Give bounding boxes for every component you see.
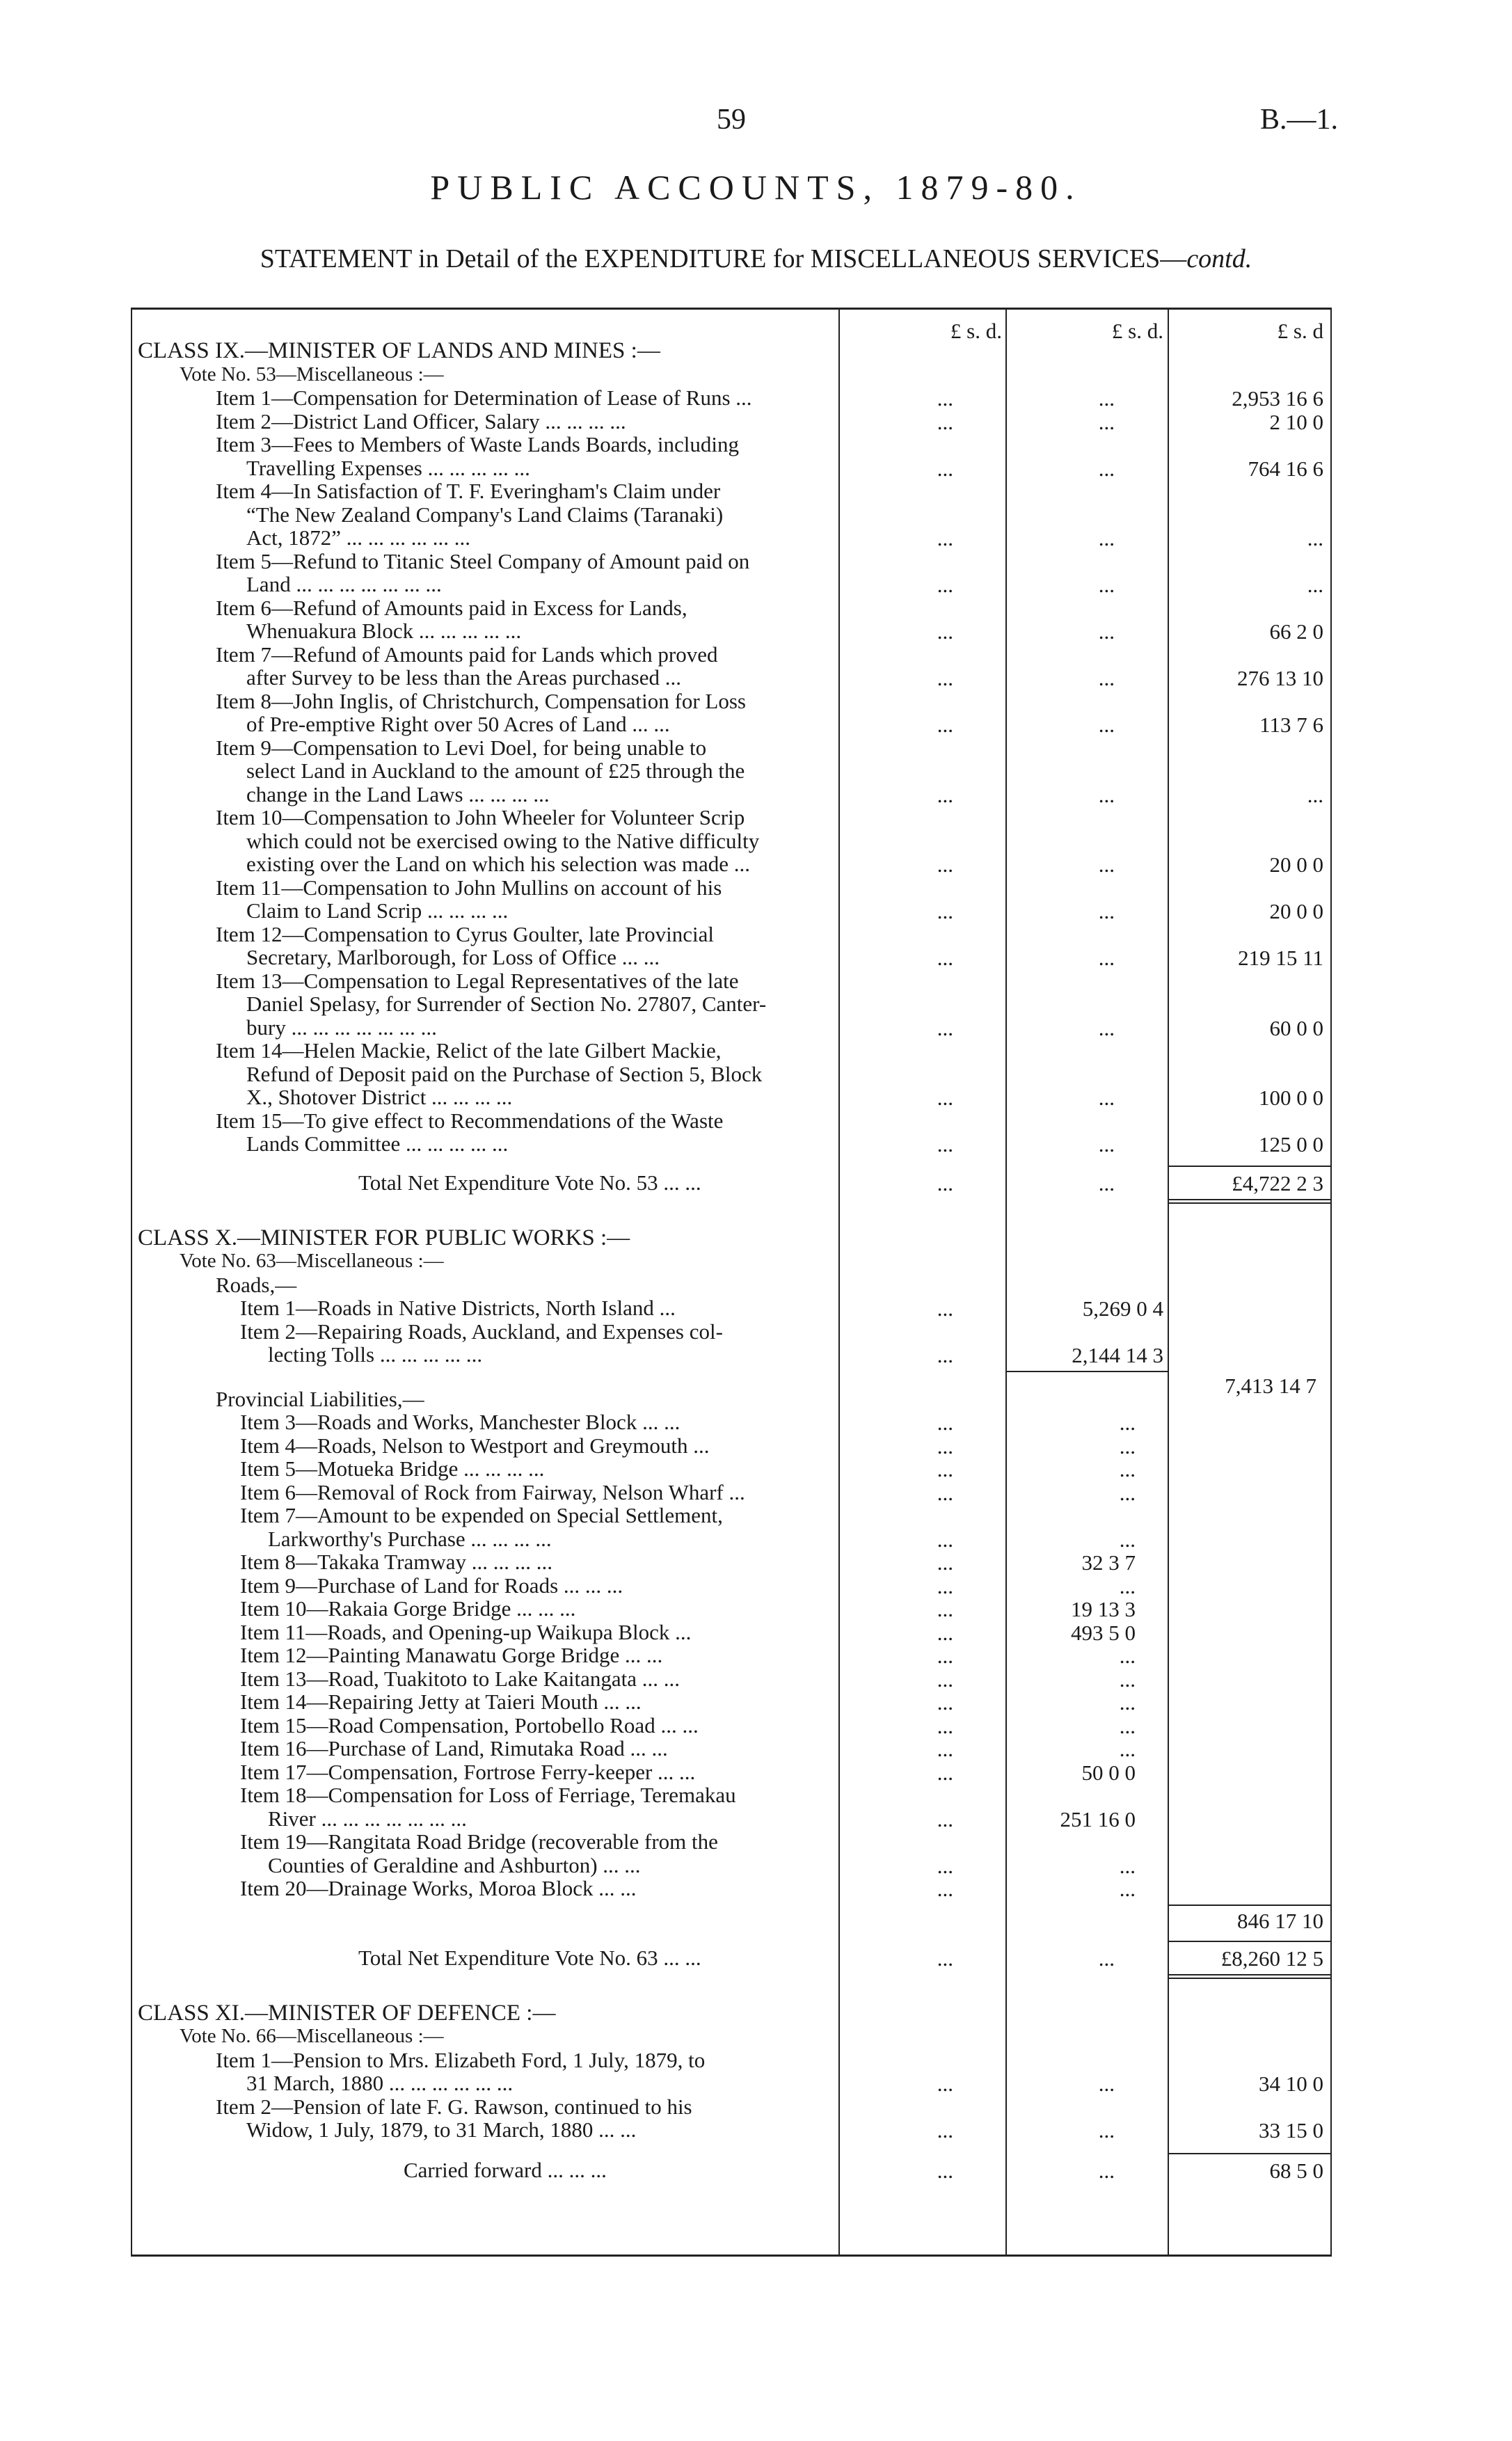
amount-col1: ... [937,1132,953,1156]
total-53-bottom-rule [1168,1199,1330,1200]
provincial-amount-col2: 251 16 0 [1060,1806,1136,1831]
class-ix-heading: CLASS IX.—MINISTER OF LANDS AND MINES :— [138,338,660,363]
roads-subtotal-amount: 7,413 14 7 [1225,1373,1316,1398]
provincial-amount-col2: ... [1119,1573,1136,1598]
item-line: Item 2—District Land Officer, Salary ... ... ... ... [216,408,626,434]
provincial-amount-col2: ... [1119,1410,1136,1435]
road-amount-col1: ... [937,1296,953,1321]
class-xi-heading: CLASS XI.—MINISTER OF DEFENCE :— [138,2000,556,2026]
amount-col3: 276 13 10 [1237,666,1323,690]
item-line: Item 6—Refund of Amounts paid in Excess for Lands, [216,595,687,620]
amount-col2: ... [1098,1086,1115,1110]
amount-col1: ... [937,713,953,737]
provincial-amount-col1: ... [937,1853,953,1878]
amount-col1: ... [937,619,953,644]
road-item-line: Item 2—Repairing Roads, Auckland, and Expenses col- [240,1319,723,1344]
item-line: Item 4—In Satisfaction of T. F. Everingham's Claim under [216,479,721,503]
item-line: Land ... ... ... ... ... ... ... [246,572,442,596]
statement-subtitle [0,244,1512,274]
item-line: Item 8—John Inglis, of Christchurch, Compensation for Loss [216,688,746,713]
provincial-amount-col2: ... [1119,1737,1136,1761]
vote-53-heading: Vote No. 53—Miscellaneous :— [180,363,444,385]
total-63-double-rule [1168,1978,1330,1979]
provincial-item-line: River ... ... ... ... ... ... ... [268,1806,467,1831]
amount-col3: ... [1307,573,1323,597]
provincial-amount-col1: ... [937,1690,953,1715]
class-x-heading: CLASS X.—MINISTER FOR PUBLIC WORKS :— [138,1225,630,1250]
road-amount-col2: 5,269 0 4 [1082,1296,1163,1321]
total-vote-63-col1: ... [937,1946,953,1971]
provincial-amount-col2: 32 3 7 [1081,1550,1136,1575]
provincial-amount-col1: ... [937,1527,953,1552]
item-line: Daniel Spelasy, for Surrender of Section No. 27807, Canter- [246,992,767,1016]
provincial-amount-col1: ... [937,1877,953,1901]
defence-item-line: Item 1—Pension to Mrs. Elizabeth Ford, 1 July, 1879, to [216,2047,706,2072]
provincial-amount-col1: ... [937,1433,953,1458]
amount-col1: ... [937,852,953,877]
total-vote-53-amount: £4,722 2 3 [1232,1170,1323,1195]
total-63-top-rule [1168,1941,1330,1942]
amount-col2: ... [1098,899,1115,923]
table-left-rule [131,308,132,2255]
provincial-amount-col2: ... [1119,1667,1136,1692]
item-line: Act, 1872” ... ... ... ... ... ... [246,525,471,550]
provincial-item-line: Item 3—Roads and Works, Manchester Block ... ... [240,1410,681,1434]
provincial-amount-col1: ... [937,1410,953,1435]
amount-col1: ... [937,782,953,807]
provincial-amount-col2: ... [1119,1877,1136,1901]
total-63-bottom-rule [1168,1974,1330,1975]
provincial-item-line: Item 8—Takaka Tramway ... ... ... ... [240,1550,552,1574]
provincial-amount-col2: ... [1119,1457,1136,1481]
provincial-item-line: Item 9—Purchase of Land for Roads ... ... ... [240,1573,623,1598]
item-line: change in the Land Laws ... ... ... ... [246,781,550,806]
amount-col2: ... [1098,946,1115,970]
provincial-amount-col1: ... [937,1550,953,1575]
amount-col1: ... [937,526,953,550]
total-vote-63-col2: ... [1098,1946,1115,1971]
vote-63-heading: Vote No. 63—Miscellaneous :— [180,1250,444,1272]
column-header-1: £ s. d. [950,319,1002,343]
amount-col3: 60 0 0 [1269,1015,1323,1040]
item-line: Item 15—To give effect to Recommendations of the Waste [216,1108,724,1133]
amount-col1: ... [937,409,953,434]
amount-col1: ... [937,946,953,970]
item-line: Item 11—Compensation to John Mullins on account of his [216,875,722,900]
amount-col3: 125 0 0 [1259,1132,1323,1156]
provincial-item-line: Item 7—Amount to be expended on Special Settlement, [240,1503,723,1527]
amount-col3: 20 0 0 [1269,852,1323,877]
road-item-line: lecting Tolls ... ... ... ... ... [268,1342,483,1367]
provincial-amount-col1: ... [937,1457,953,1481]
item-line: Item 7—Refund of Amounts paid for Lands which proved [216,642,718,667]
amount-col2: ... [1098,782,1115,807]
provincial-item-line: Item 6—Removal of Rock from Fairway, Nelson Wharf ... [240,1479,745,1504]
item-line: Item 3—Fees to Members of Waste Lands Boards, including [216,432,739,456]
amount-col2: ... [1098,666,1115,690]
amount-col1: ... [937,666,953,690]
amount-col3: ... [1307,526,1323,550]
provincial-amount-col1: ... [937,1667,953,1692]
provincial-item-line: Item 20—Drainage Works, Moroa Block ... ... [240,1876,637,1900]
roads-heading: Roads,— [216,1272,297,1297]
column-divider-1 [838,308,840,2255]
provincial-item-line: Item 11—Roads, and Opening-up Waikupa Block ... [240,1619,692,1644]
total-53-top-rule [1168,1166,1330,1167]
item-line: after Survey to be less than the Areas purchased ... [246,665,681,690]
amount-col3: ... [1307,782,1323,807]
amount-col2: ... [1098,386,1115,411]
subtitle-contd: contd. [1186,244,1252,273]
item-line: Item 13—Compensation to Legal Representatives of the late [216,968,739,993]
provincial-liabilities-heading: Provincial Liabilities,— [216,1386,424,1411]
provincial-amount-col2: 493 5 0 [1071,1620,1136,1645]
defence-amount-col3: 34 10 0 [1259,2072,1323,2096]
table-top-rule [131,308,1330,310]
item-line: Lands Committee ... ... ... ... ... [246,1131,509,1156]
defence-amount-col1: ... [937,2118,953,2142]
provincial-item-line: Item 15—Road Compensation, Portobello Road ... ... [240,1712,699,1738]
road-amount-col1: ... [937,1343,953,1367]
provincial-item-line: Counties of Geraldine and Ashburton) ... ... [268,1852,641,1877]
column-divider-3 [1168,308,1169,2255]
item-line: Travelling Expenses ... ... ... ... ... [246,455,530,480]
column-header-2: £ s. d. [1111,319,1163,343]
amount-col2: ... [1098,409,1115,434]
total-53-double-rule [1168,1202,1330,1204]
provincial-amount-col2: ... [1119,1713,1136,1738]
amount-col2: ... [1098,573,1115,597]
vote-66-heading: Vote No. 66—Miscellaneous :— [180,2025,444,2047]
subtitle-main: STATEMENT in Detail of the EXPENDITURE for MISCELLANEOUS SERVICES— [260,244,1187,273]
carried-forward-rule [1168,2153,1330,2154]
provincial-amount-col2: ... [1119,1853,1136,1878]
provincial-amount-col1: ... [937,1480,953,1505]
document-reference: B.—1. [1259,104,1338,136]
amount-col2: ... [1098,1015,1115,1040]
item-line: Item 12—Compensation to Cyrus Goulter, late Provincial [216,921,714,946]
total-vote-63-label: Total Net Expenditure Vote No. 63 ... ... [358,1945,701,1970]
provincial-amount-col1: ... [937,1806,953,1831]
item-line: bury ... ... ... ... ... ... ... [246,1015,437,1040]
amount-col2: ... [1098,1132,1115,1156]
provincial-item-line: Item 14—Repairing Jetty at Taieri Mouth ... ... [240,1689,642,1714]
total-vote-53-col1: ... [937,1170,953,1195]
road-amount-col2: 2,144 14 3 [1072,1343,1163,1367]
provincial-item-line: Item 16—Purchase of Land, Rimutaka Road ... ... [240,1736,668,1760]
provincial-item-line: Item 17—Compensation, Fortrose Ferry-keeper ... ... [240,1759,696,1784]
item-line: which could not be exercised owing to the Native difficulty [246,828,760,853]
provincial-amount-col1: ... [937,1573,953,1598]
amount-col1: ... [937,1015,953,1040]
provincial-amount-col2: 50 0 0 [1081,1760,1136,1785]
item-line: Secretary, Marlborough, for Loss of Office ... ... [246,945,660,969]
carried-forward-col2: ... [1098,2158,1115,2183]
carried-forward-label: Carried forward ... ... ... [404,2157,607,2182]
table-bottom-rule [131,2255,1332,2257]
amount-col1: ... [937,386,953,411]
defence-item-line: Item 2—Pension of late F. G. Rawson, continued to his [216,2094,692,2119]
total-vote-53-col2: ... [1098,1170,1115,1195]
item-line: Item 9—Compensation to Levi Doel, for being unable to [216,735,707,760]
item-line: of Pre-emptive Right over 50 Acres of Land ... ... [246,712,670,736]
item-line: Item 14—Helen Mackie, Relict of the late Gilbert Mackie, [216,1038,722,1063]
provincial-item-line: Item 18—Compensation for Loss of Ferriage, Teremakau [240,1783,736,1807]
amount-col3: 764 16 6 [1248,456,1323,481]
page-title: PUBLIC ACCOUNTS, 1879-80. [430,168,1082,207]
provincial-amount-col2: 19 13 3 [1071,1597,1136,1621]
amount-col3: 113 7 6 [1259,713,1323,737]
total-vote-63-amount: £8,260 12 5 [1220,1946,1323,1971]
provincial-amount-col1: ... [937,1597,953,1621]
table-right-rule [1330,308,1332,2255]
carried-forward-amount: 68 5 0 [1269,2158,1323,2183]
provincial-item-line: Item 13—Road, Tuakitoto to Lake Kaitangata ... ... [240,1666,680,1691]
amount-col2: ... [1098,526,1115,550]
provincial-amount-col2: ... [1119,1644,1136,1668]
amount-col2: ... [1098,852,1115,877]
provincial-amount-col1: ... [937,1620,953,1645]
provincial-amount-col1: ... [937,1713,953,1738]
amount-col1: ... [937,899,953,923]
provincial-amount-col1: ... [937,1737,953,1761]
provincial-amount-col2: ... [1119,1690,1136,1715]
provincial-amount-col2: ... [1119,1527,1136,1552]
defence-item-line: 31 March, 1880 ... ... ... ... ... ... [246,2071,514,2095]
amount-col2: ... [1098,713,1115,737]
defence-amount-col1: ... [937,2072,953,2096]
defence-amount-col3: 33 15 0 [1259,2118,1323,2142]
amount-col1: ... [937,1086,953,1110]
item-line: existing over the Land on which his selection was made ... [246,852,751,876]
item-line: Claim to Land Scrip ... ... ... ... [246,898,509,923]
amount-col1: ... [937,456,953,481]
provincial-item-line: Item 10—Rakaia Gorge Bridge ... ... ... [240,1596,576,1621]
provincial-item-line: Item 5—Motueka Bridge ... ... ... ... [240,1456,545,1481]
amount-col1: ... [937,573,953,597]
amount-col3: 100 0 0 [1259,1086,1323,1110]
item-line: Item 10—Compensation to John Wheeler for Volunteer Scrip [216,805,745,829]
item-line: Refund of Deposit paid on the Purchase of Section 5, Block [246,1061,763,1086]
item-line: X., Shotover District ... ... ... ... [246,1085,513,1109]
provincial-item-line: Item 4—Roads, Nelson to Westport and Greymouth ... [240,1433,710,1458]
defence-amount-col2: ... [1098,2118,1115,2142]
provincial-item-line: Item 19—Rangitata Road Bridge (recoverable from the [240,1829,718,1854]
carried-forward-col1: ... [937,2158,953,2183]
road-item-line: Item 1—Roads in Native Districts, North Island ... [240,1296,676,1320]
amount-col3: 20 0 0 [1269,899,1323,923]
provincial-amount-col2: ... [1119,1480,1136,1505]
page-number: 59 [717,104,746,136]
item-line: Whenuakura Block ... ... ... ... ... [246,619,522,643]
provincial-item-line: Larkworthy's Purchase ... ... ... ... [268,1526,552,1551]
amount-col3: 2,953 16 6 [1232,386,1323,411]
defence-item-line: Widow, 1 July, 1879, to 31 March, 1880 ... ... [246,2117,637,2142]
provincial-item-line: Item 12—Painting Manawatu Gorge Bridge ... ... [240,1643,663,1667]
item-line: Item 1—Compensation for Determination of Lease of Runs ... [216,385,752,410]
provincial-subtotal-rule [1168,1905,1330,1906]
amount-col2: ... [1098,456,1115,481]
amount-col3: 219 15 11 [1238,946,1323,970]
provincial-amount-col2: ... [1119,1433,1136,1458]
roads-subtotal-rule [1005,1371,1168,1372]
item-line: Item 5—Refund to Titanic Steel Company of Amount paid on [216,548,750,573]
provincial-amount-col1: ... [937,1644,953,1668]
amount-col3: 2 10 0 [1269,409,1323,434]
amount-col3: 66 2 0 [1269,619,1323,644]
item-line: select Land in Auckland to the amount of £25 through the [246,758,745,783]
total-vote-53-label: Total Net Expenditure Vote No. 53 ... ... [358,1170,701,1195]
item-line: “The New Zealand Company's Land Claims (Taranaki) [246,502,724,527]
column-header-3: £ s. d [1277,319,1323,343]
amount-col2: ... [1098,619,1115,644]
provincial-subtotal-amount: 846 17 10 [1237,1908,1323,1933]
defence-amount-col2: ... [1098,2072,1115,2096]
provincial-amount-col1: ... [937,1760,953,1785]
column-divider-2 [1005,308,1007,2255]
